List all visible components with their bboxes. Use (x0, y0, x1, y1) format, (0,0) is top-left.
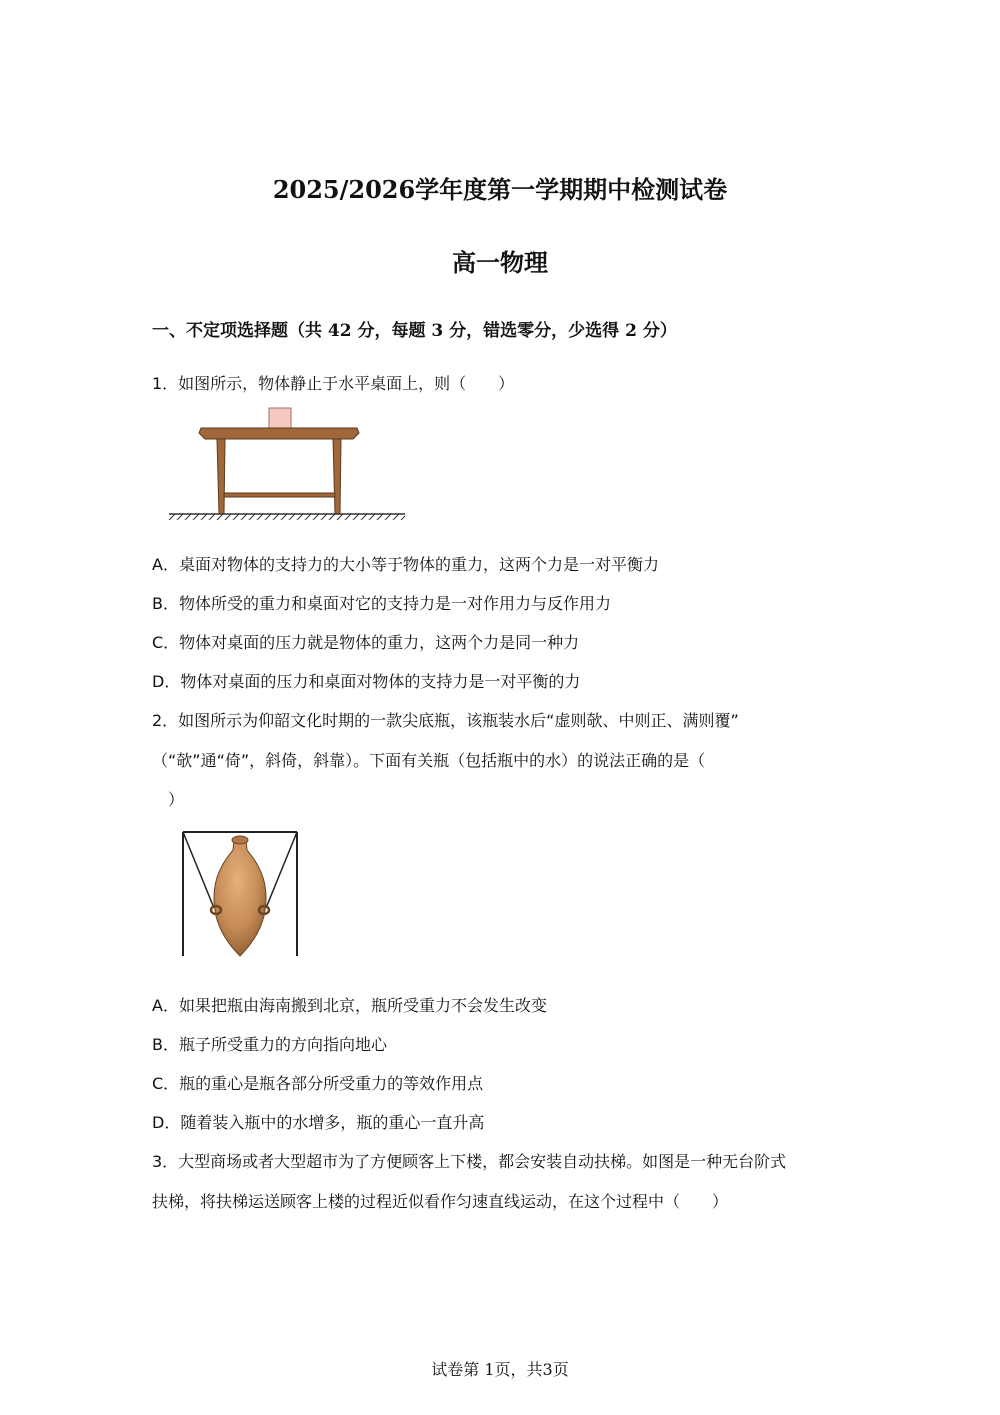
question-1-option-d: D．物体对桌面的压力和桌面对物体的支持力是一对平衡的力 (152, 672, 581, 691)
hanging-string-right (266, 832, 297, 908)
table-with-block-figure (165, 404, 410, 522)
question-2-option-a: A．如果把瓶由海南搬到北京，瓶所受重力不会发生改变 (152, 996, 547, 1015)
table-stretcher (224, 493, 335, 497)
hanging-string-left (183, 832, 214, 908)
question-2-option-d: D．随着装入瓶中的水增多，瓶的重心一直升高 (152, 1113, 485, 1132)
question-1-option-b: B．物体所受的重力和桌面对它的支持力是一对作用力与反作用力 (152, 594, 611, 613)
question-2-option-b: B．瓶子所受重力的方向指向地心 (152, 1035, 387, 1054)
bottle-mouth (232, 836, 248, 844)
pointed-bottom-bottle-figure (178, 828, 304, 960)
block (269, 408, 291, 428)
question-2-stem-line-2: （“欹”通“倚”，斜倚，斜靠）。下面有关瓶（包括瓶中的水）的说法正确的是（ (152, 751, 706, 770)
table-leg-left (217, 439, 225, 514)
question-2-option-c: C．瓶的重心是瓶各部分所受重力的等效作用点 (152, 1074, 484, 1093)
table-leg-right (333, 439, 341, 514)
question-2-stem-line-1: 2．如图所示为仰韶文化时期的一款尖底瓶，该瓶装水后“虚则欹、中则正、满则覆” (152, 711, 739, 730)
question-1-stem: 1．如图所示，物体静止于水平桌面上，则（ ） (152, 374, 515, 393)
exam-title: 2025/2026学年度第一学期期中检测试卷 (272, 175, 728, 204)
section-heading: 一、不定项选择题（共 42 分，每题 3 分，错选零分，少选得 2 分） (152, 321, 677, 341)
question-1-option-a: A．桌面对物体的支持力的大小等于物体的重力，这两个力是一对平衡力 (152, 555, 659, 574)
table-top (199, 428, 359, 439)
page-number-footer: 试卷第 1页，共3页 (431, 1360, 569, 1379)
question-1-option-c: C．物体对桌面的压力就是物体的重力，这两个力是同一种力 (152, 633, 580, 652)
question-3-stem-line-2: 扶梯，将扶梯运送顾客上楼的过程近似看作匀速直线运动，在这个过程中（ ） (152, 1192, 729, 1211)
question-2-stem-line-3: ） (152, 790, 185, 809)
question-3-stem-line-1: 3．大型商场或者大型超市为了方便顾客上下楼，都会安装自动扶梯。如图是一种无台阶式 (152, 1152, 787, 1171)
ground-hatching (169, 514, 405, 520)
subject-title: 高一物理 (452, 248, 548, 277)
bottle-body (214, 840, 266, 956)
